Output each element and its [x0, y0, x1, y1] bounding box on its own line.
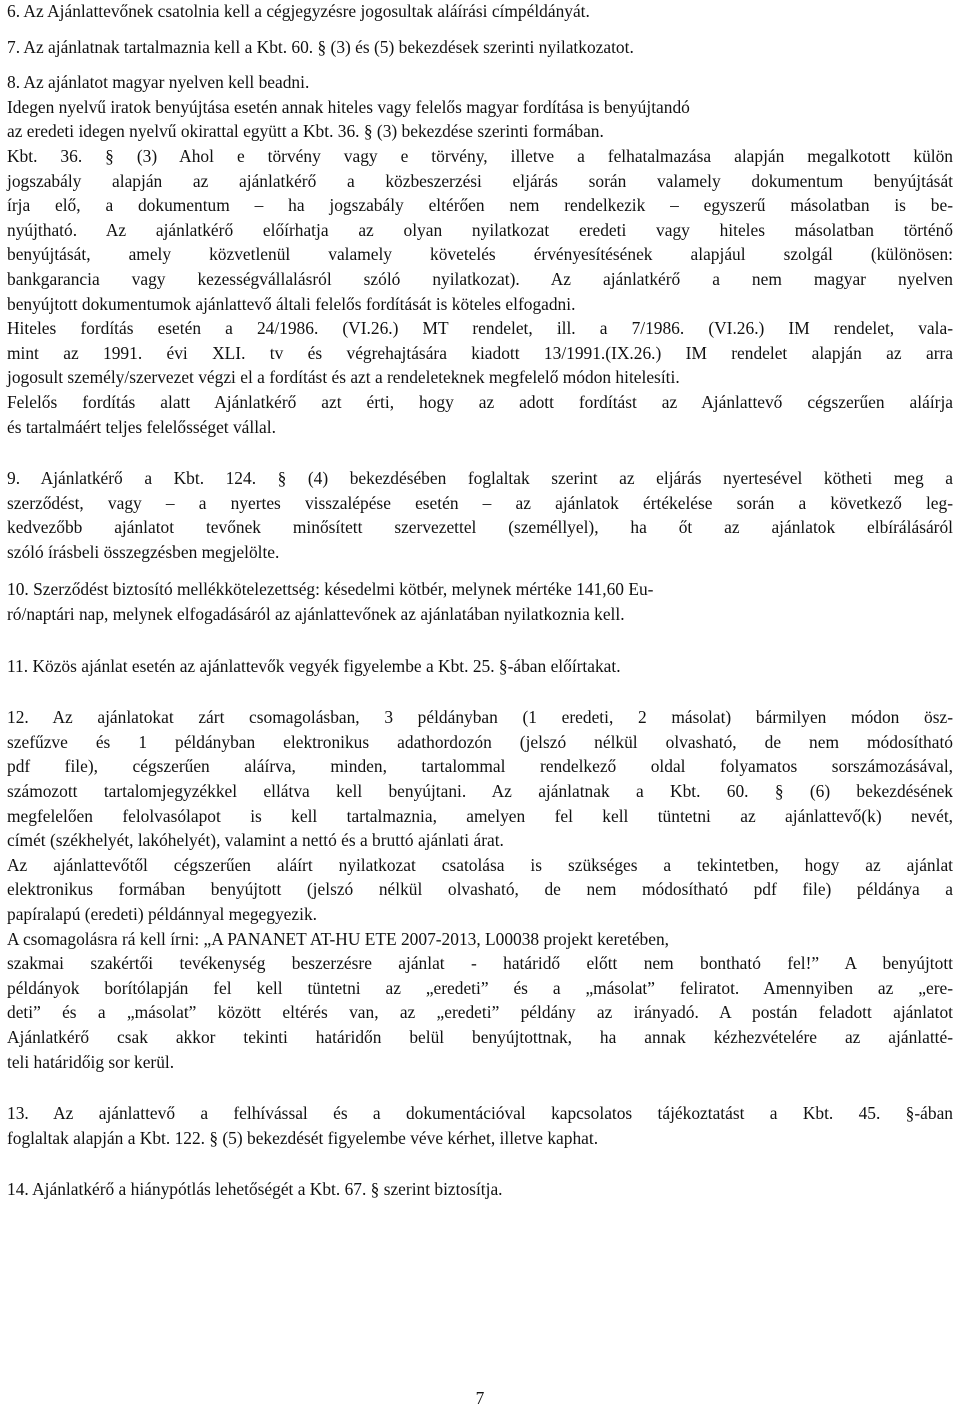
item-8-line: bankgarancia vagy kezességvállalásról szóló nyilatkozat). Az ajánlatkérő a nem magyar nyelven	[7, 268, 953, 289]
item-8-line: benyújtott dokumentumok ajánlattevő általi felelős fordítását is köteles elfogadni.	[7, 293, 576, 314]
item-8-line: nyújtható. Az ajánlatkérő előírhatja az olyan nyilatkozat eredeti vagy hiteles másolatban történő	[7, 219, 953, 240]
item-9-line: kedvezőbb ajánlatot tevőnek minősített szervezettel (személlyel), ha őt az ajánlatok elbírálásáról	[7, 517, 953, 538]
item-6	[7, 0, 953, 24]
item-12-line: 12. Az ajánlatokat zárt csomagolásban, 3 példányban (1 eredeti, 2 másolat) bármilyen módon ösz-	[7, 707, 953, 728]
spacer	[7, 627, 953, 654]
item-12-line: deti” és a „másolat” között eltérés van, az „eredeti” példány az irányadó. A postán feladott ajánlatot	[7, 1002, 953, 1023]
item-11	[7, 654, 953, 679]
item-9	[7, 466, 953, 564]
item-7	[7, 35, 953, 60]
spacer	[7, 678, 953, 705]
spacer	[7, 564, 953, 577]
item-10	[7, 577, 953, 626]
item-12-line: A csomagolásra rá kell írni: „A PANANET AT-HU ETE 2007-2013, L00038 projekt keretében,	[7, 928, 670, 949]
item-14	[7, 1177, 953, 1202]
item-9-line: 9. Ajánlatkérő a Kbt. 124. § (4) bekezdésében foglaltak szerint az eljárás nyertesével kötheti meg a	[7, 468, 953, 489]
item-12-line: szefűzve és 1 példányban elektronikus adathordozón (jelszó nélkül olvasható, de nem módosítható	[7, 731, 953, 752]
spacer	[7, 439, 953, 466]
item-8-line: mint az 1991. évi XLI. tv és végrehajtására kiadott 13/1991.(IX.26.) IM rendelet alapján az arra	[7, 342, 953, 363]
item-8	[7, 70, 953, 439]
item-10-line: 10. Szerződést biztosító mellékkötelezettség: késedelmi kötbér, melynek mértéke 141,60 Eu-	[7, 579, 654, 600]
item-8-line: jogszabály alapján az ajánlatkérő a közbeszerzési eljárás során valamely dokumentum benyújtását	[7, 170, 953, 191]
spacer	[7, 24, 953, 35]
item-8-line: Hiteles fordítás esetén a 24/1986. (VI.26.) MT rendelet, ill. a 7/1986. (VI.26.) IM rendelet, vala-	[7, 318, 953, 339]
page-number: 7	[475, 1388, 485, 1408]
item-12-line: papíralapú (eredeti) példánnyal megegyezik.	[7, 904, 317, 924]
item-12-line: szakmai szakértői tevékenység beszerzésre ajánlat - határidő előtt nem bontható fel!” A benyújtott	[7, 953, 953, 974]
item-7-line: 7. Az ajánlatnak tartalmaznia kell a Kbt. 60. § (3) és (5) bekezdések szerinti nyilatkozatot.	[7, 36, 634, 57]
item-9-line: szerződést, vagy – a nyertes visszalépése esetén – az ajánlatok értékelése során a következő leg-	[7, 492, 953, 513]
item-14-line: 14. Ajánlatkérő a hiánypótlás lehetőségét a Kbt. 67. § szerint biztosítja.	[7, 1179, 503, 1200]
item-12-line: pdf file), cégszerűen aláírva, minden, tartalommal rendelkező oldal folyamatos sorszámozásával,	[7, 756, 953, 777]
item-12-line: Ajánlatkérő csak akkor tekinti határidőn belül benyújtottnak, ha annak kézhezvételére az ajánlatté-	[7, 1026, 953, 1047]
spacer	[7, 1074, 953, 1101]
item-8-line: az eredeti idegen nyelvű okirattal együtt a Kbt. 36. § (3) bekezdése szerinti formában.	[7, 121, 604, 142]
item-13-line: 13. Az ajánlattevő a felhívással és a dokumentációval kapcsolatos tájékoztatást a Kbt. 45. §-ában	[7, 1103, 953, 1124]
item-12-line: teli határidőig sor kerül.	[7, 1051, 175, 1072]
item-12	[7, 705, 953, 1074]
item-12-line: címét (székhelyét, lakóhelyét), valamint a nettó és a bruttó ajánlati árat.	[7, 830, 504, 851]
item-8-line: és tartalmáért teljes felelősséget vállal.	[7, 416, 276, 437]
item-8-line: Kbt. 36. § (3) Ahol e törvény vagy e törvény, illetve a felhatalmazása alapján megalkotott külön	[7, 145, 953, 166]
item-8-line: benyújtását, amely közvetlenül valamely követelés érvényesítésének alapjául szolgál (különösen:	[7, 244, 953, 265]
item-8-line: írja elő, a dokumentum – ha jogszabály eltérően nem rendelkezik – egyszerű másolatban is be-	[7, 195, 953, 216]
item-8-line: jogosult személy/szervezet végzi el a fordítást és azt a rendeleteknek megfelelő módon hitelesíti.	[7, 367, 680, 388]
item-12-line: elektronikus formában benyújtott (jelszó nélkül olvasható, de nem módosítható pdf file) példánya a	[7, 879, 953, 900]
item-13-line: foglaltak alapján a Kbt. 122. § (5) bekezdését figyelembe véve kérhet, illetve kaphat.	[7, 1127, 599, 1148]
item-13	[7, 1101, 953, 1150]
item-6-line: 6. Az Ajánlattevőnek csatolnia kell a cégjegyzésre jogosultak aláírási címpéldányát.	[7, 1, 590, 21]
document-body	[7, 0, 953, 1202]
item-12-line: számozott tartalomjegyzékkel ellátva kell benyújtani. Az ajánlatnak a Kbt. 60. § (6) bekezdésének	[7, 781, 953, 802]
item-8-line: Idegen nyelvű iratok benyújtása esetén annak hiteles vagy felelős magyar fordítása is benyújtandó	[7, 96, 690, 117]
item-11-line: 11. Közös ajánlat esetén az ajánlattevők vegyék figyelembe a Kbt. 25. §-ában előírtakat.	[7, 655, 621, 676]
item-10-line: ró/naptári nap, melynek elfogadásáról az ajánlattevőnek az ajánlatában nyilatkoznia kell.	[7, 604, 625, 625]
item-8-heading: 8. Az ajánlatot magyar nyelven kell beadni.	[7, 72, 310, 93]
item-12-line: példányok borítólapján fel kell tüntetni az „eredeti” és a „másolat” feliratot. Amennyiben az „ere-	[7, 977, 953, 998]
spacer	[7, 59, 953, 70]
spacer	[7, 1150, 953, 1177]
item-12-line: Az ajánlattevőtől cégszerűen aláírt nyilatkozat csatolása is szükséges a tekintetben, hogy az ajánlat	[7, 854, 953, 875]
item-8-line: Felelős fordítás alatt Ajánlatkérő azt érti, hogy az adott fordítást az Ajánlattevő cégszerűen aláírja	[7, 391, 953, 412]
item-12-line: megfelelően felolvasólapot is kell tartalmaznia, amelyen fel kell tüntetni az ajánlattevő(k) nevét,	[7, 805, 953, 826]
item-9-line: szóló írásbeli összegzésben megjelölte.	[7, 541, 280, 562]
